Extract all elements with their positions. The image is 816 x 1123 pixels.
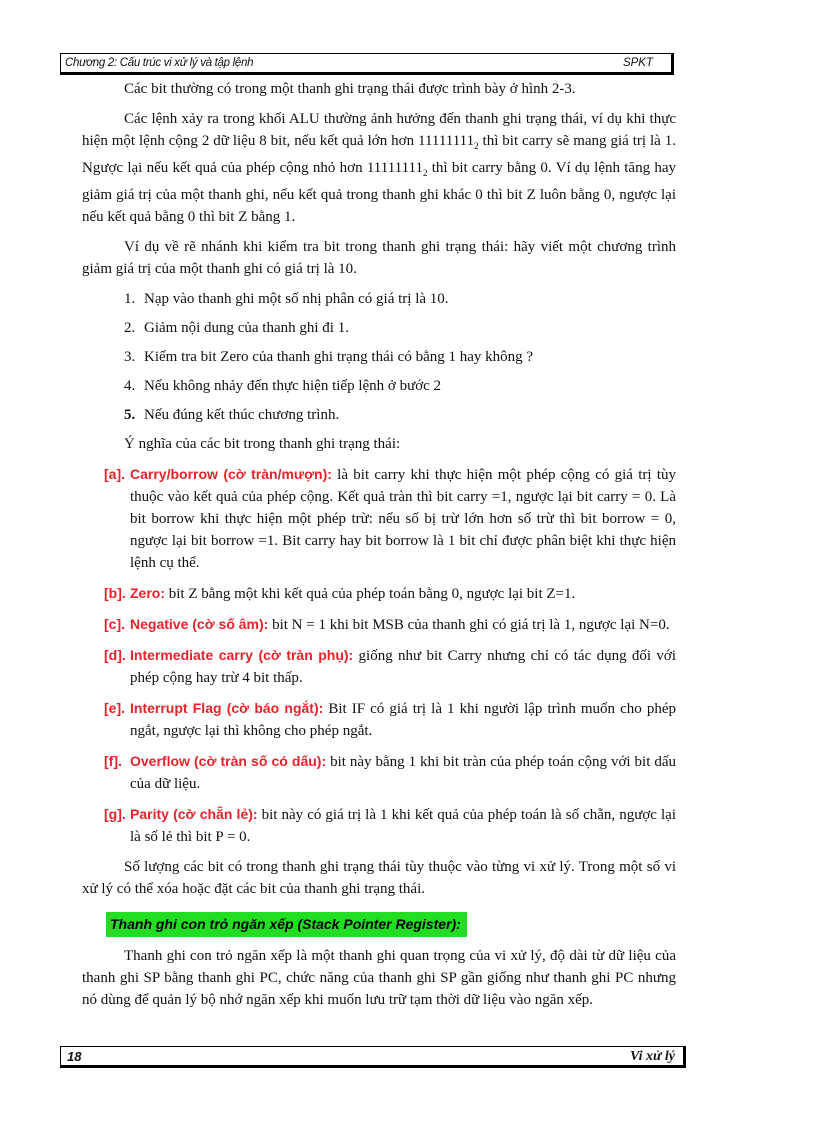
flag-label: [g]. — [104, 806, 126, 822]
step-text: Kiểm tra bit Zero của thanh ghi trạng thái có bằng 1 hay không ? — [144, 349, 534, 365]
flag-item-parity — [82, 803, 676, 848]
flag-term: Carry/borrow (cờ tràn/mượn): — [130, 466, 332, 482]
step-text: Nếu đúng kết thúc chương trình. — [144, 407, 340, 423]
flag-description: bit này bằng 1 khi bit tràn của phép toán cộng với bit dấu của dữ liệu. — [130, 754, 677, 792]
chapter-title: Chương 2: Cấu trúc vi xử lý và tập lệnh — [65, 57, 254, 69]
list-item — [82, 375, 676, 397]
step-text: Nạp vào thanh ghi một số nhị phân có giá trị là 10. — [144, 291, 449, 307]
flag-label: [d]. — [104, 647, 126, 663]
list-item — [82, 404, 676, 426]
flag-term: Zero: — [130, 585, 165, 601]
flag-item-negative — [82, 613, 676, 636]
flag-label: [f]. — [104, 753, 122, 769]
flag-item-interrupt — [82, 697, 676, 742]
flag-item-intermediate-carry — [82, 644, 676, 689]
step-text: Nếu không nhảy đến thực hiện tiếp lệnh ở bước 2 — [144, 378, 442, 394]
intro-paragraph-1: Các bit thường có trong một thanh ghi trạng thái được trình bày ở hình 2-3. — [124, 81, 576, 97]
page-content — [82, 78, 676, 1011]
step-number: 3. — [124, 349, 136, 365]
flag-description: là bit carry khi thực hiện một phép cộng có giá trị tùy thuộc vào kết quả của phép cộng. Kết quả tràn thì bit carry =1, ngược lại bit carry = 0. Là bit borrow khi thực hiện một phép trừ: nếu số bị trừ lớn hơn số trừ thì bit borrow = 0, ngược lại bit borrow =1. Bit carry hay bit borrow là 1 bit chỉ được phân biệt khi thực hiện lệnh cụ thể. — [130, 467, 677, 571]
flag-term: Parity (cờ chẵn lẻ): — [130, 806, 258, 822]
flag-item-carry — [82, 463, 676, 574]
intro-p2-part-b: thì bit carry sẽ mang giá trị là 1. Ngược lại nếu kết quả của phép cộng nhỏ hơn 11111111 — [82, 133, 676, 176]
flag-description: Bit IF có giá trị là 1 khi người lập trình muốn cho phép ngắt, ngược lại thì không cho phép ngắt. — [130, 701, 676, 739]
flag-item-zero — [82, 582, 676, 605]
section-body: Thanh ghi con trỏ ngăn xếp là một thanh ghi quan trọng của vi xử lý, độ dài từ dữ liệu của thanh ghi SP bằng thanh ghi PC, chức năng của thanh ghi SP gần giống như thanh ghi PC nhưng nó dùng để quản lý bộ nhớ ngăn xếp khi muốn lưu trữ tạm thời dữ liệu vào ngăn xếp. — [82, 948, 676, 1008]
step-number: 2. — [124, 320, 136, 336]
flag-description: bit này có giá trị là 1 khi kết quả của phép toán là số chẵn, ngược lại là số lẻ thì bit P = 0. — [130, 807, 676, 845]
flag-term: Overflow (cờ tràn số có dấu): — [130, 753, 327, 769]
page-number: 18 — [67, 1049, 82, 1064]
flag-item-overflow — [82, 750, 676, 795]
flag-label: [b]. — [104, 585, 126, 601]
binary-subscript: 2 — [422, 168, 428, 178]
steps-list — [82, 288, 676, 426]
flag-description: bit N = 1 khi bit MSB của thanh ghi có giá trị là 1, ngược lại N=0. — [268, 617, 670, 633]
flag-label: [c]. — [104, 616, 125, 632]
intro-paragraph-2 — [82, 108, 676, 228]
list-item — [82, 346, 676, 368]
meaning-intro: Ý nghĩa của các bit trong thanh ghi trạng thái: — [124, 436, 401, 452]
summary-paragraph: Số lượng các bit có trong thanh ghi trạng thái tùy thuộc vào từng vi xử lý. Trong một số vi xử lý có thể xóa hoặc đặt các bit của thanh ghi trạng thái. — [82, 859, 676, 897]
page-footer — [60, 1046, 686, 1068]
book-title: Vi xử lý — [630, 1049, 675, 1064]
step-number: 5. — [124, 407, 136, 423]
flag-label: [a]. — [104, 466, 125, 482]
page-header — [60, 53, 674, 75]
binary-subscript: 2 — [474, 141, 479, 151]
flag-description: giống như bit Carry nhưng chỉ có tác dụng đối với phép cộng hay trừ 4 bit thấp. — [130, 648, 676, 686]
flag-label: [e]. — [104, 700, 125, 716]
list-item — [82, 288, 676, 310]
flag-description: bit Z bằng một khi kết quả của phép toán bằng 0, ngược lại bit Z=1. — [165, 586, 576, 602]
school-label: SPKT — [622, 57, 653, 69]
intro-p2-part-a: Các lệnh xảy ra trong khối ALU thường ảnh hưởng đến thanh ghi trạng thái, ví dụ khi thực hiện một lệnh cộng 2 dữ liệu 8 bit, nếu kết quả lớn hơn 11111111 — [82, 111, 676, 149]
step-text: Giảm nội dung của thanh ghi đi 1. — [144, 320, 349, 336]
section-heading: Thanh ghi con trỏ ngăn xếp (Stack Pointer Register): — [106, 912, 467, 937]
flag-term: Negative (cờ số âm): — [130, 616, 269, 632]
intro-paragraph-3: Ví dụ về rẽ nhánh khi kiểm tra bit trong thanh ghi trạng thái: hãy viết một chương trình giảm giá trị của một thanh ghi có giá trị là 10. — [82, 239, 676, 277]
step-number: 1. — [124, 291, 136, 307]
flag-term: Intermediate carry (cờ tràn phụ): — [130, 647, 354, 663]
flag-term: Interrupt Flag (cờ báo ngắt): — [130, 700, 324, 716]
intro-p2-part-c: thì bit carry bằng 0. Ví dụ lệnh tăng hay giảm giá trị của một thanh ghi, nếu kết quả trong thanh ghi khác 0 thì bit Z luôn bằng 0, ngược lại nếu kết quả bằng 0 thì bit Z bằng 1. — [82, 160, 676, 225]
step-number: 4. — [124, 378, 136, 394]
list-item — [82, 317, 676, 339]
